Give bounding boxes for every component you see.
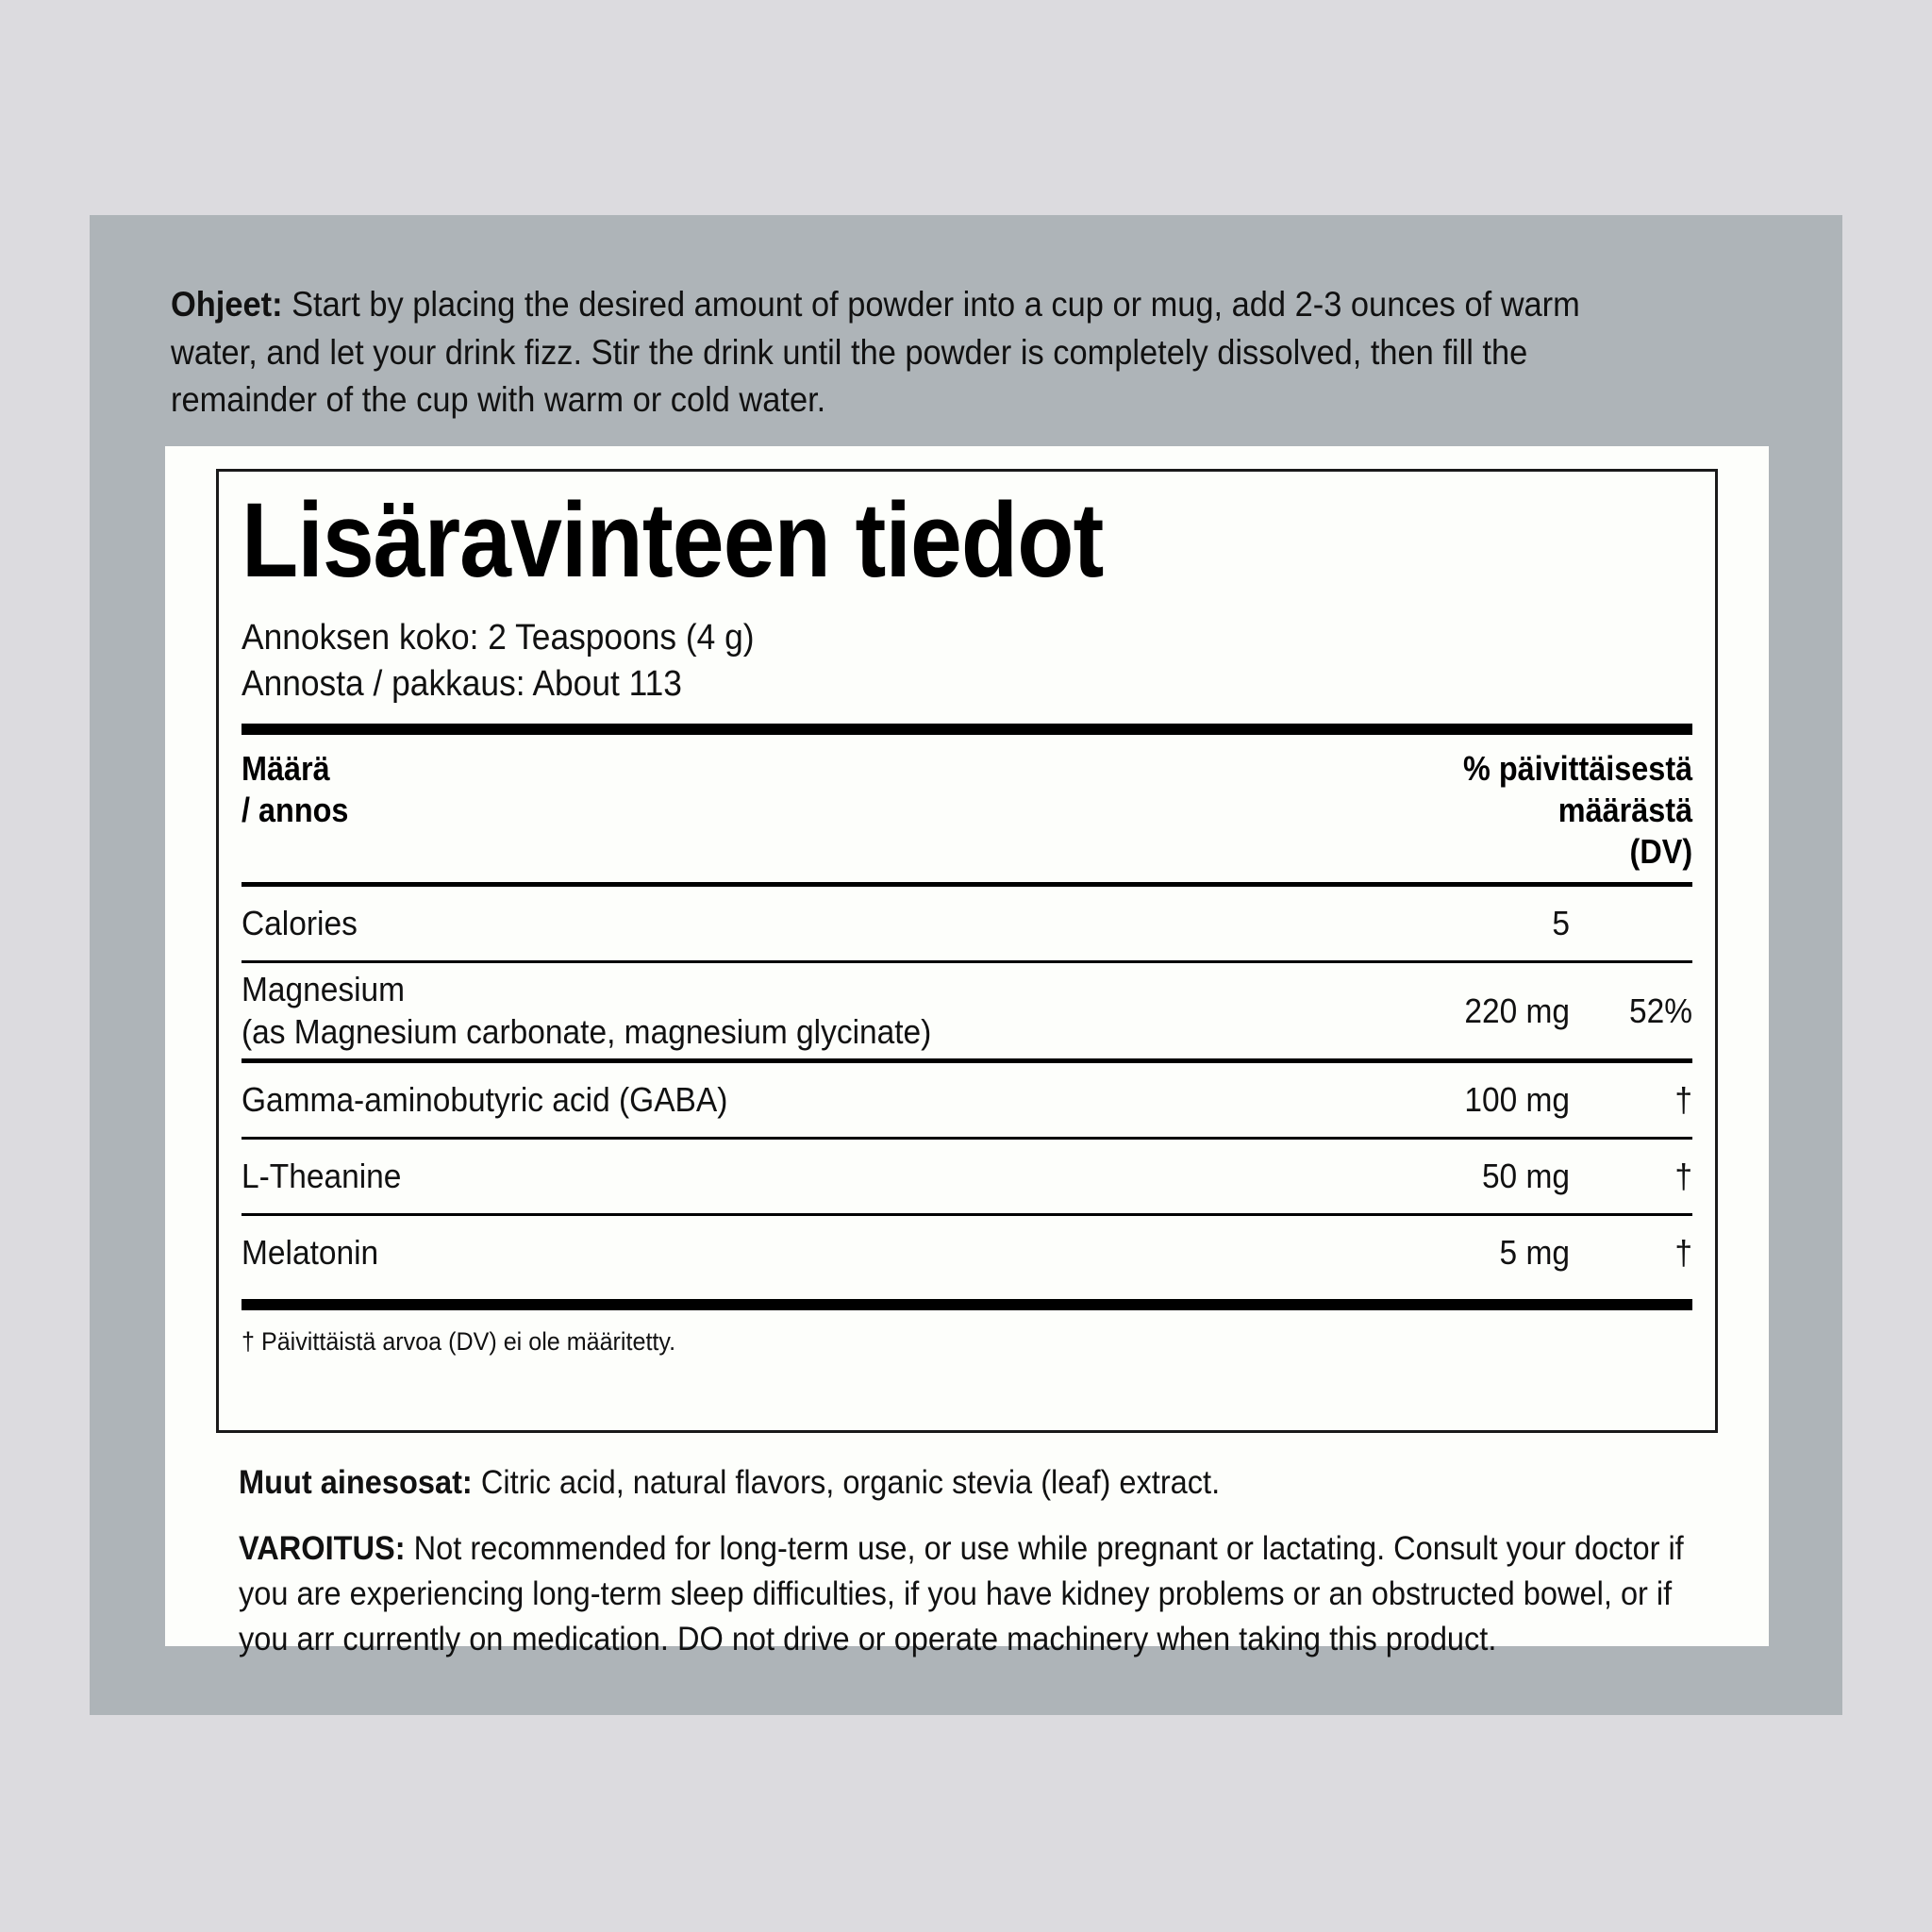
amount-header-line2: / annos bbox=[242, 791, 349, 830]
nutrient-name: Calories bbox=[242, 903, 358, 942]
facts-table-header bbox=[242, 735, 1692, 882]
nutrient-dv: † bbox=[1674, 1157, 1692, 1196]
nutrient-name: Melatonin bbox=[242, 1233, 379, 1273]
nutrient-name-group bbox=[242, 969, 1257, 1053]
dv-header-line2: määrästä bbox=[1557, 791, 1692, 830]
serving-size: Annoksen koko: 2 Teaspoons (4 g) bbox=[242, 618, 755, 658]
supplement-facts-title: Lisäravinteen tiedot bbox=[242, 481, 1104, 599]
table-row bbox=[242, 887, 1692, 960]
amount-header-line1: Määrä bbox=[242, 749, 330, 789]
table-row bbox=[242, 1063, 1692, 1137]
other-ingredients-text: Citric acid, natural flavors, organic stevia (leaf) extract. bbox=[480, 1464, 1221, 1501]
other-ingredients-block bbox=[239, 1460, 1660, 1505]
servings-per-container: Annosta / pakkaus: About 113 bbox=[242, 663, 682, 704]
directions-label: Ohjeet: bbox=[171, 285, 283, 324]
supplement-facts-box bbox=[216, 469, 1718, 1433]
warning-label: VAROITUS: bbox=[239, 1530, 406, 1567]
nutrient-name: Gamma-aminobutyric acid (GABA) bbox=[242, 1080, 728, 1120]
nutrient-name: Magnesium bbox=[242, 970, 406, 1009]
nutrient-dv: † bbox=[1674, 1080, 1692, 1120]
table-row bbox=[242, 1140, 1692, 1213]
nutrient-amount: 220 mg bbox=[1464, 991, 1570, 1030]
nutrient-amount: 50 mg bbox=[1481, 1157, 1570, 1196]
nutrient-amount: 100 mg bbox=[1464, 1080, 1570, 1120]
table-row bbox=[242, 1216, 1692, 1290]
warning-text: Not recommended for long-term use, or use while pregnant or lactating. Consult your doctor if you are experiencing long-term sleep difficulties, if you have kidney problems or an obstructed bowel, or if you arr currently on medication. DO not drive or operate machinery when taking this product. bbox=[239, 1530, 1684, 1657]
daily-value-footnote: † Päivittäistä arvoa (DV) ei ole määritetty. bbox=[242, 1327, 676, 1357]
nutrient-amount: 5 mg bbox=[1499, 1233, 1570, 1273]
rule-thick-bottom bbox=[242, 1299, 1692, 1310]
table-row bbox=[242, 963, 1692, 1058]
other-ingredients-label: Muut ainesosat: bbox=[239, 1464, 473, 1501]
nutrient-amount: 5 bbox=[1552, 904, 1570, 943]
supplement-label-card bbox=[165, 446, 1769, 1657]
serving-info-block bbox=[242, 615, 1692, 707]
rule-thick-top bbox=[242, 724, 1692, 735]
amount-per-serving-header bbox=[242, 748, 348, 831]
label-gray-panel bbox=[90, 215, 1842, 1715]
nutrient-dv: 52% bbox=[1628, 991, 1692, 1030]
directions-text: Start by placing the desired amount of powder into a cup or mug, add 2-3 ounces of warm water, and let your drink fizz. Stir the drink until the powder is completely dissolved, then fill the remainder of the cup with warm or cold water. bbox=[171, 285, 1580, 420]
dv-header-line3: (DV) bbox=[1629, 832, 1692, 872]
daily-value-header bbox=[1463, 748, 1692, 873]
nutrient-dv: † bbox=[1674, 1233, 1692, 1273]
dv-header-line1: % päivittäisestä bbox=[1462, 749, 1692, 789]
nutrient-name: L-Theanine bbox=[242, 1157, 402, 1196]
nutrient-source: (as Magnesium carbonate, magnesium glycinate) bbox=[242, 1011, 932, 1051]
directions-block bbox=[171, 281, 1654, 425]
warning-block bbox=[239, 1526, 1722, 1662]
